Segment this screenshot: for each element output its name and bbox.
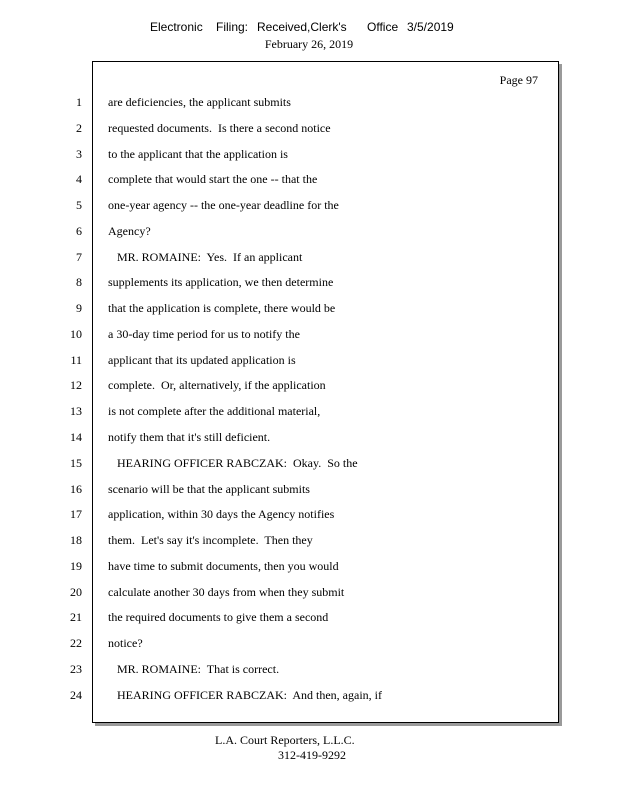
line-number: 21 <box>70 610 82 625</box>
line-number: 18 <box>70 533 82 548</box>
line-text: calculate another 30 days from when they submit <box>108 584 345 599</box>
line-text: scenario will be that the applicant submits <box>108 481 310 496</box>
line-text: MR. ROMAINE: That is correct. <box>108 661 280 676</box>
line-number: 22 <box>70 636 82 651</box>
line-text: notice? <box>108 636 143 651</box>
stamp-word-electronic: Electronic <box>150 20 203 34</box>
line-number: 5 <box>76 198 82 213</box>
line-number: 2 <box>76 120 82 135</box>
reporter-phone: 312-419-9292 <box>278 748 346 762</box>
line-text: complete that would start the one -- that the <box>108 172 318 187</box>
line-text: a 30-day time period for us to notify the <box>108 326 300 341</box>
line-number: 12 <box>70 378 82 393</box>
line-text: requested documents. Is there a second notice <box>108 120 331 135</box>
line-text: applicant that its updated application is <box>108 352 296 367</box>
line-number: 1 <box>76 95 82 109</box>
line-number: 9 <box>76 301 82 316</box>
line-number: 15 <box>70 455 82 470</box>
line-text: HEARING OFFICER RABCZAK: And then, again, if <box>108 687 382 702</box>
line-text: have time to submit documents, then you would <box>108 558 339 573</box>
reporter-company: L.A. Court Reporters, L.L.C. <box>215 733 355 747</box>
line-number: 24 <box>70 687 82 702</box>
line-number: 14 <box>70 430 82 444</box>
line-number: 17 <box>70 507 82 522</box>
hearing-date: February 26, 2019 <box>264 37 354 51</box>
line-number: 4 <box>76 172 82 187</box>
line-text: to the applicant that the application is <box>108 146 288 161</box>
line-number: 11 <box>70 352 82 367</box>
line-text: application, within 30 days the Agency notifies <box>108 507 335 522</box>
line-text: Agency? <box>108 223 151 238</box>
stamp-date: 3/5/2019 <box>407 20 454 34</box>
stamp-word-office: Office <box>367 20 399 34</box>
line-text: is not complete after the additional material, <box>108 404 321 419</box>
line-text: them. Let's say it's incomplete. Then they <box>108 533 313 548</box>
line-text: one-year agency -- the one-year deadline for the <box>108 198 339 213</box>
line-text: complete. Or, alternatively, if the application <box>108 378 326 393</box>
line-number: 19 <box>70 558 82 573</box>
line-text: HEARING OFFICER RABCZAK: Okay. So the <box>108 455 358 470</box>
line-number: 13 <box>70 404 82 419</box>
line-number: 7 <box>76 249 82 264</box>
line-number: 23 <box>70 661 82 676</box>
page-number: Page 97 <box>499 73 538 87</box>
line-text: are deficiencies, the applicant submits <box>108 95 291 109</box>
line-number: 6 <box>76 223 82 238</box>
line-number: 20 <box>70 584 82 599</box>
line-text: notify them that it's still deficient. <box>108 430 271 444</box>
line-text: that the application is complete, there would be <box>108 301 336 316</box>
stamp-word-filing: Filing: <box>216 20 249 34</box>
line-text: MR. ROMAINE: Yes. If an applicant <box>108 249 303 264</box>
line-number: 8 <box>76 275 82 290</box>
line-number: 16 <box>70 481 82 496</box>
stamp-word-received: Received,Clerk's <box>257 20 347 34</box>
line-text: supplements its application, we then determine <box>108 275 334 290</box>
line-text: the required documents to give them a second <box>108 610 329 625</box>
line-number: 10 <box>70 326 82 341</box>
filing-stamp <box>0 20 618 36</box>
line-number: 3 <box>76 146 82 161</box>
